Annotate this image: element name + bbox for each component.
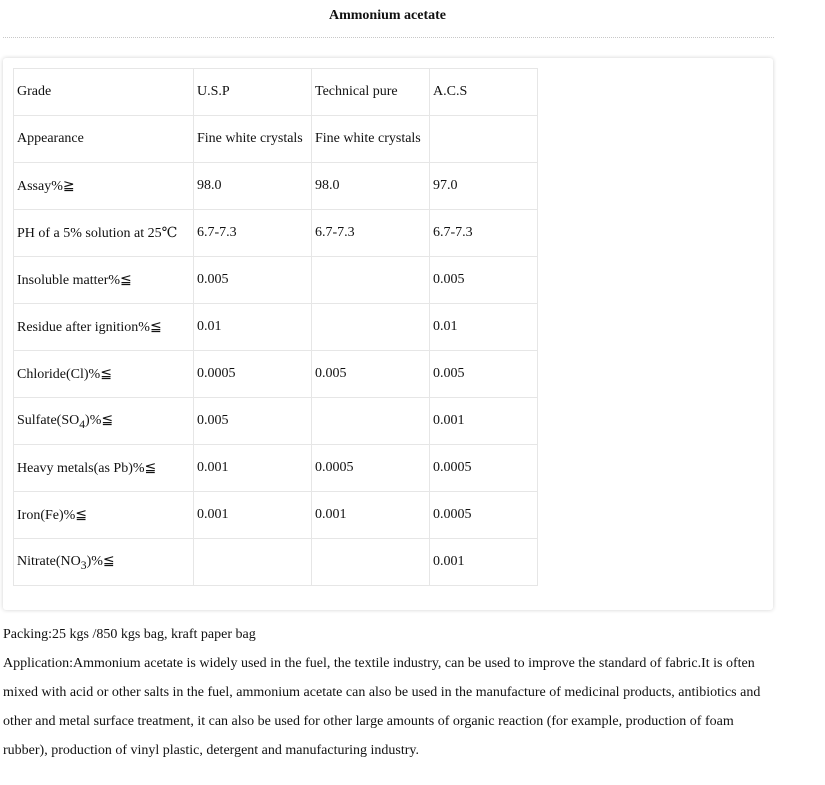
cell-acs: 6.7-7.3 (430, 210, 538, 257)
cell-acs: 0.001 (430, 539, 538, 586)
cell-technical: 6.7-7.3 (312, 210, 430, 257)
row-label (14, 539, 194, 586)
cell-usp: 98.0 (194, 163, 312, 210)
label-prefix: Nitrate(NO (17, 553, 81, 569)
product-info (3, 620, 773, 765)
row-label: Iron(Fe)%≦ (14, 492, 194, 539)
label-suffix: )%≦ (85, 412, 114, 428)
cell-usp: 0.005 (194, 398, 312, 445)
cell-acs: 0.005 (430, 351, 538, 398)
row-label (14, 398, 194, 445)
cell-technical (312, 398, 430, 445)
row-label: Chloride(Cl)%≦ (14, 351, 194, 398)
cell-acs: 0.0005 (430, 445, 538, 492)
cell-technical: Fine white crystals (312, 116, 430, 163)
row-label: Assay%≧ (14, 163, 194, 210)
table-row (14, 398, 538, 445)
cell-technical: 0.005 (312, 351, 430, 398)
table-row (14, 351, 538, 398)
cell-technical (312, 257, 430, 304)
table-row (14, 210, 538, 257)
table-row (14, 69, 538, 116)
cell-acs: 0.005 (430, 257, 538, 304)
title-divider (3, 37, 774, 38)
label-prefix: Sulfate(SO (17, 412, 80, 428)
page-title: Ammonium acetate (328, 8, 447, 23)
cell-technical (312, 539, 430, 586)
row-label: Appearance (14, 116, 194, 163)
table-row (14, 492, 538, 539)
table-row (14, 163, 538, 210)
packing-text: Packing:25 kgs /850 kgs bag, kraft paper bag (3, 627, 256, 642)
spec-card (3, 58, 773, 610)
cell-technical: Technical pure (312, 69, 430, 116)
table-row (14, 445, 538, 492)
cell-acs: 97.0 (430, 163, 538, 210)
cell-acs: 0.001 (430, 398, 538, 445)
row-label: PH of a 5% solution at 25℃ (14, 210, 194, 257)
cell-usp: 0.001 (194, 492, 312, 539)
row-label: Heavy metals(as Pb)%≦ (14, 445, 194, 492)
table-row (14, 304, 538, 351)
cell-acs: 0.01 (430, 304, 538, 351)
table-row (14, 116, 538, 163)
cell-usp: U.S.P (194, 69, 312, 116)
cell-usp: 0.001 (194, 445, 312, 492)
label-subscript: 3 (80, 558, 87, 572)
cell-usp: 0.005 (194, 257, 312, 304)
row-label: Insoluble matter%≦ (14, 257, 194, 304)
cell-acs (430, 116, 538, 163)
table-row (14, 539, 538, 586)
cell-usp: Fine white crystals (194, 116, 312, 163)
cell-technical: 0.0005 (312, 445, 430, 492)
cell-technical: 0.001 (312, 492, 430, 539)
cell-technical (312, 304, 430, 351)
row-label: Grade (14, 69, 194, 116)
cell-acs: 0.0005 (430, 492, 538, 539)
label-suffix: )%≦ (86, 553, 115, 569)
cell-usp (194, 539, 312, 586)
row-label: Residue after ignition%≦ (14, 304, 194, 351)
table-row (14, 257, 538, 304)
cell-acs: A.C.S (430, 69, 538, 116)
application-text: Application:Ammonium acetate is widely used in the fuel, the textile industry, can be used to improve the standard of fabric.It is often mixed with acid or other salts in the fuel, ammonium acetate can also be used in the manufacture of medicinal products, antibiotics and other and metal surface treatment, it can also be used for other large amounts of organic reaction (for example, production of foam rubber), production of vinyl plastic, detergent and manufacturing industry. (3, 656, 761, 758)
cell-usp: 6.7-7.3 (194, 210, 312, 257)
spec-table (13, 68, 538, 586)
cell-usp: 0.01 (194, 304, 312, 351)
cell-technical: 98.0 (312, 163, 430, 210)
cell-usp: 0.0005 (194, 351, 312, 398)
label-subscript: 4 (79, 417, 86, 431)
